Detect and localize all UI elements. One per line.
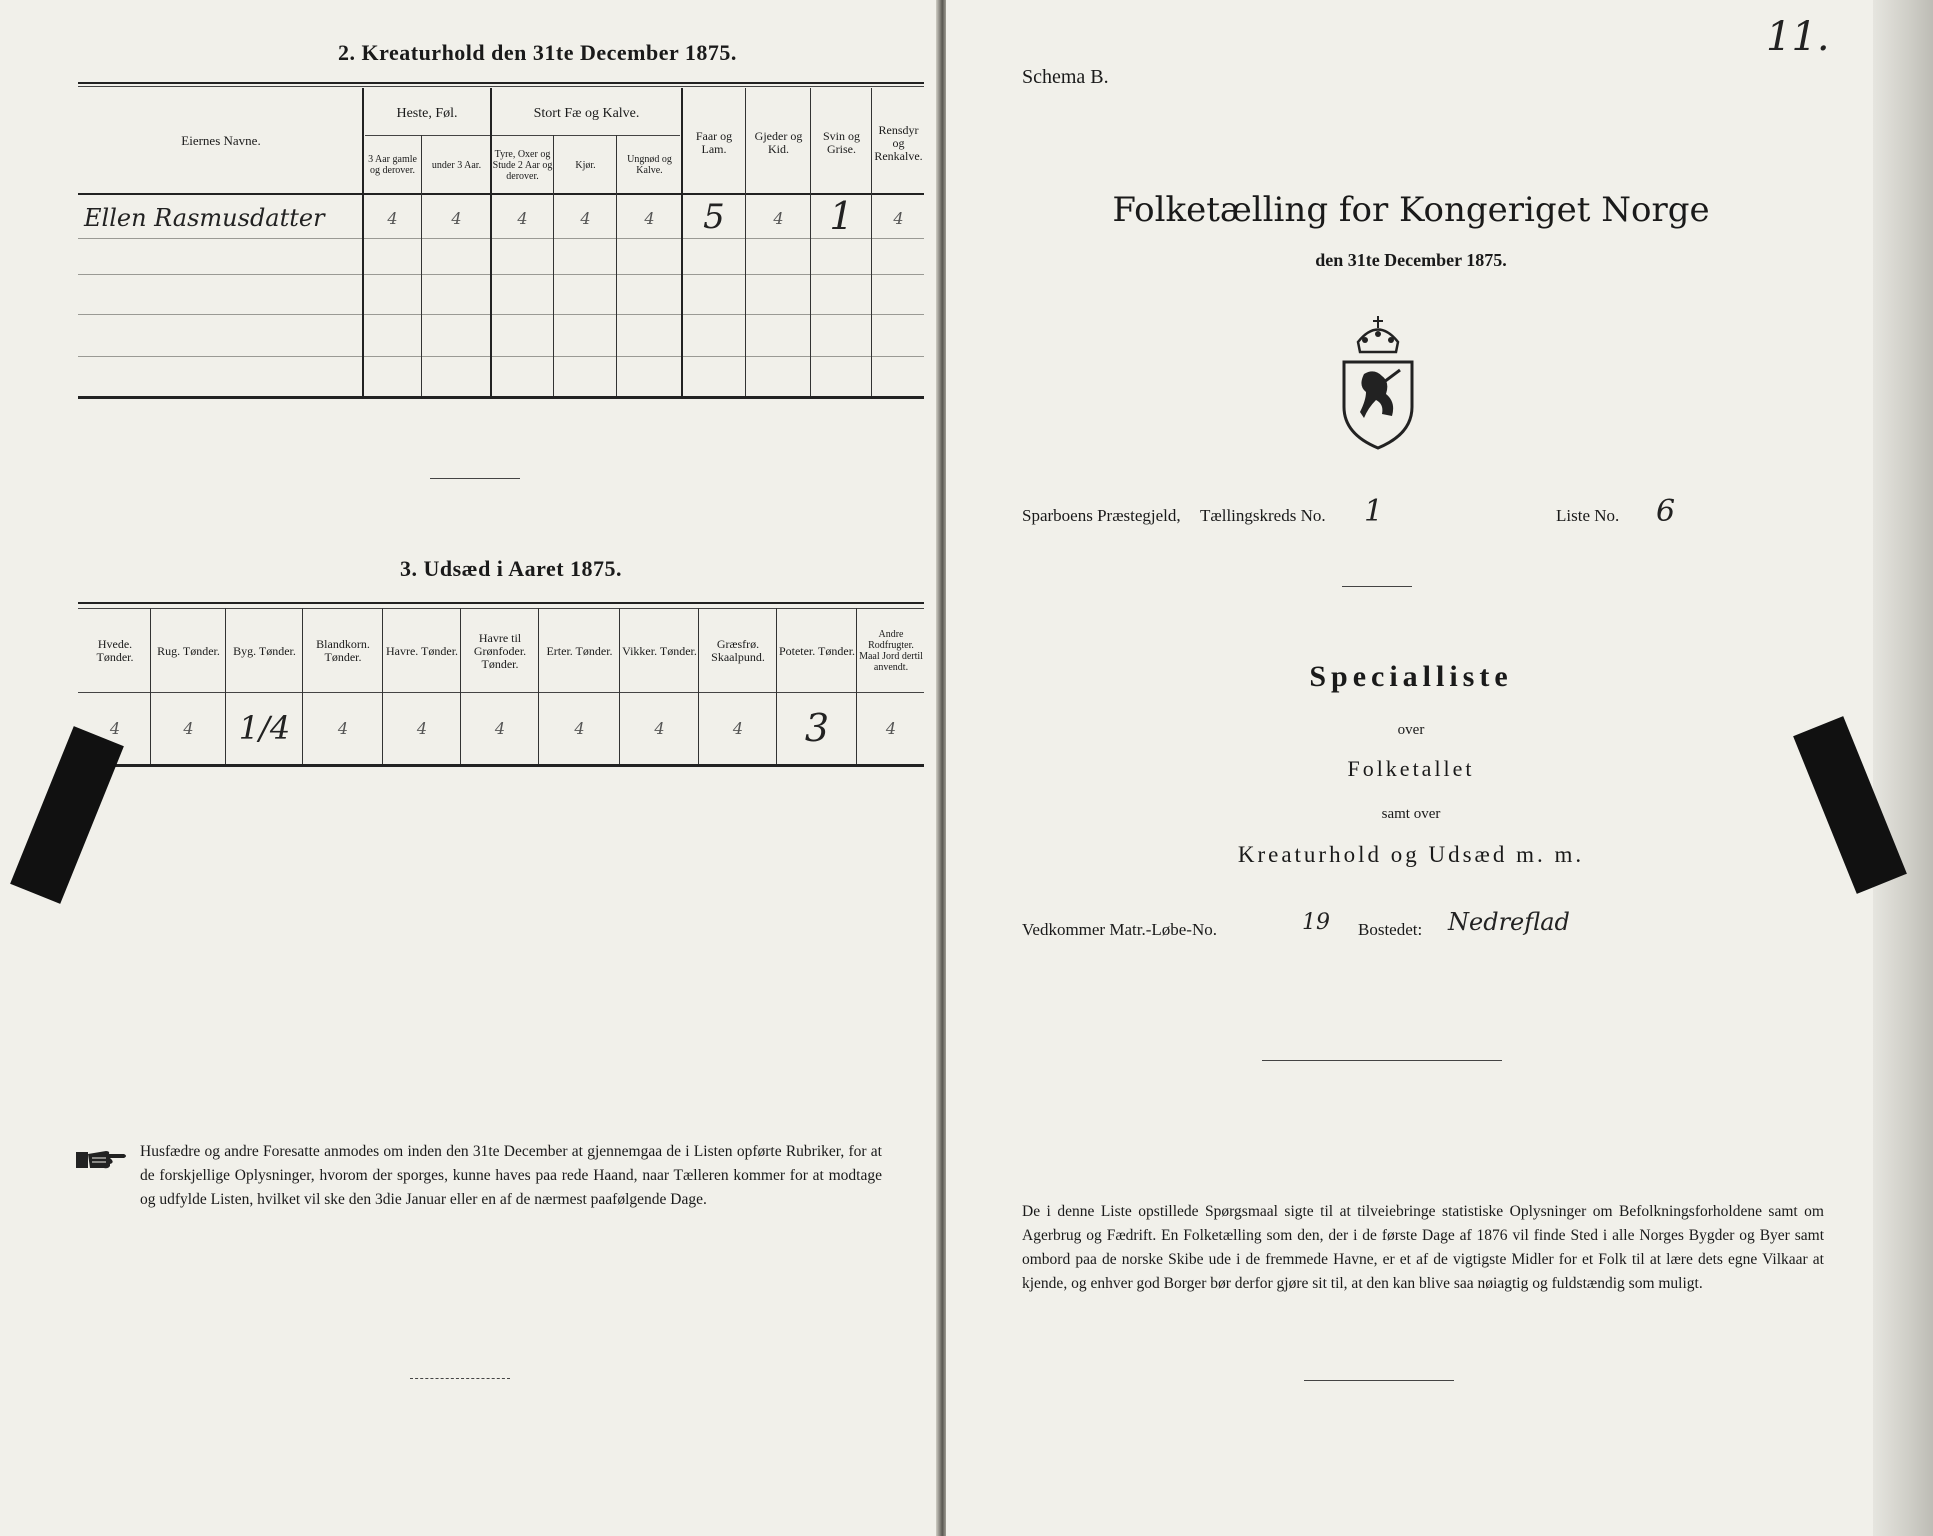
livestock-heading: 2. Kreaturhold den 31te December 1875. [338,40,737,65]
table-col-line [490,88,492,396]
table-col-line [150,608,151,764]
page-edge [1873,0,1933,1536]
divider [1304,1380,1454,1381]
livestock-value: 4 [387,208,398,228]
table-col-line [619,608,620,764]
sowing-value: 4 [183,718,194,738]
divider [1342,586,1412,587]
table-rule [78,238,924,239]
sowing-header: Poteter. Tønder. [778,643,856,658]
sowing-header: Havre. Tønder. [385,643,459,658]
list-number: 6 [1656,494,1676,529]
footer-text: De i denne Liste opstillede Spørgsmaal sigte til at tilveiebringe statistiske Oplysninger om Befolkningsforholdene samt om Agerbrug og Fædrift. En Folketælling som den, der i de første Dage af 1876 vil finde Sted i alle Norges Bygder og Byer samt ombord paa de norske Skibe ude i de fremmede Havne, er et af de vigtigste Midler for et Folk til at lære dets egne Vilkaar at kjende, og enhver god Borger bør derfor gjøre sit til, at den kan blive saa nøiagtig og fuldstændig som muligt. [1022,1203,1824,1292]
table-col-line [698,608,699,764]
table-col-line [538,608,539,764]
district-number: 1 [1364,494,1384,529]
sowing-value: 4 [574,718,585,738]
table-col-line [362,88,364,396]
sub-header: 3 Aar gamle og derover. [368,154,417,176]
table-rule [78,608,924,609]
table-rule [78,314,924,315]
sowing-header: Hvede. Tønder. [96,637,134,664]
binding-tab [10,726,124,904]
sowing-value: 4 [109,718,121,738]
table-rule [78,82,924,84]
schema-label: Schema B. [1022,66,1109,88]
table-col-line [810,88,811,396]
pointing-hand-icon [76,1146,128,1172]
norway-coat-of-arms-icon [1338,312,1418,452]
form-title: Folketælling for Kongeriget Norge [1112,190,1710,230]
matr-number: 19 [1302,910,1330,935]
livestock-value: 4 [517,208,528,228]
sowing-header: Andre Rodfrugter. Maal Jord dertil anvendt. [859,629,923,673]
table-col-line [382,608,383,764]
matr-label: Vedkommer Matr.-Løbe-No. [1022,920,1217,939]
table-rule [78,396,924,399]
bosted-label: Bostedet: [1358,920,1423,939]
table-rule [78,193,924,195]
table-col-line [856,608,857,764]
divider [410,1378,510,1379]
sowing-header: Erter. Tønder. [546,643,613,658]
livestock-value: 4 [451,208,462,228]
sowing-header: Græsfrø. Skaalpund. [711,637,765,664]
divider [430,478,520,479]
table-col-line [225,608,226,764]
sowing-value: 4 [494,718,506,738]
livestock-value: 4 [644,208,655,228]
sub-header: Faar og Lam. [695,129,733,156]
bosted-value: Nedreflad [1448,908,1570,936]
sowing-header: Vikker. Tønder. [622,643,697,658]
table-rule [78,602,924,604]
horses-header: Heste, Føl. [396,105,458,121]
sowing-value: 4 [885,718,897,738]
parish-label: Sparboens Præstegjeld, [1022,506,1181,525]
district-label: Tællingskreds No. [1200,506,1326,525]
sub-header: Gjeder og Kid. [754,129,803,156]
table-rule [78,356,924,357]
table-col-line [553,135,554,396]
table-rule [78,764,924,767]
livestock-value: 1 [829,194,854,238]
owner-header: Eiernes Navne. [181,132,261,148]
sowing-value: 4 [337,718,349,738]
sub-header: Kjør. [575,159,596,171]
right-page [946,0,1933,1536]
livestock-sowing-label: Kreaturhold og Udsæd m. m. [1237,842,1585,867]
cattle-header: Stort Fæ og Kalve. [533,105,640,121]
sowing-header: Rug. Tønder. [157,643,220,658]
sub-header: Tyre, Oxer og Stude 2 Aar og derover. [492,148,553,182]
table-rule [78,86,924,87]
table-col-line [421,135,422,396]
samt-over-label: samt over [1381,806,1441,822]
livestock-value: 4 [580,208,591,228]
table-col-line [745,88,746,396]
sowing-header: Byg. Tønder. [233,643,296,658]
table-col-line [776,608,777,764]
livestock-value: 4 [773,208,784,228]
folketallet-label: Folketallet [1347,756,1475,781]
sub-header: Ungnød og Kalve. [627,154,672,176]
table-col-line [871,88,872,396]
owner-name: Ellen Rasmusdatter [84,204,325,232]
divider [1262,1060,1502,1061]
sowing-value: 4 [416,718,428,738]
sowing-header: Blandkorn. Tønder. [316,637,370,664]
special-list-title: Specialliste [1309,660,1513,693]
table-rule [365,135,680,136]
sub-header: Svin og Grise. [822,129,860,156]
livestock-value: 4 [893,208,904,228]
sub-header: Rensdyr og Renkalve. [874,122,923,163]
over-label: over [1397,722,1425,738]
list-label: Liste No. [1556,506,1620,525]
table-col-line [460,608,461,764]
livestock-value: 5 [703,197,725,237]
left-page [0,0,940,1536]
table-rule [78,274,924,275]
form-date: den 31te December 1875. [1315,250,1507,270]
sowing-heading: 3. Udsæd i Aaret 1875. [400,556,623,581]
sowing-value: 3 [804,706,830,750]
table-col-line [616,135,617,396]
table-col-line [302,608,303,764]
table-rule [78,692,924,693]
page-number: 11. [1766,14,1830,60]
sowing-header: Havre til Grønfoder. Tønder. [473,630,527,671]
sub-header: under 3 Aar. [431,159,482,171]
sowing-value: 1/4 [238,709,291,747]
notice-text: Husfædre og andre Foresatte anmodes om inden den 31te December at gjennemgaa de i Listen opførte Rubriker, for at de forskjellige Oplysninger, hvorom der sporges, kunne haves paa rede Haand, naar Tælleren kommer for at modtage og udfylde Listen, hvilket vil ske den 3die Januar eller en af de nærmest paafølgende Dage. [140,1143,882,1208]
sowing-value: 4 [654,718,665,738]
sowing-value: 4 [732,718,744,738]
